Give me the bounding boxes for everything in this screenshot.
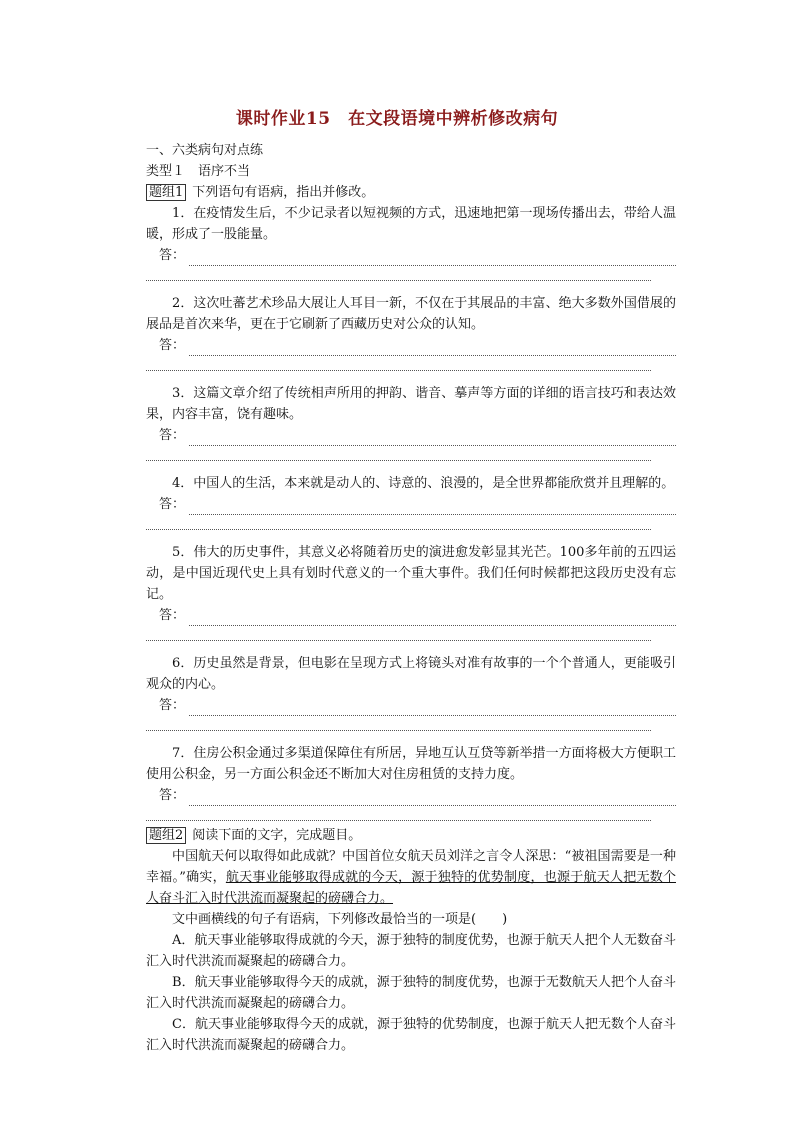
- answer-line-1b: [146, 266, 651, 281]
- answer-line-6b: [146, 716, 651, 731]
- answer-dots: [189, 791, 676, 806]
- answer-line-5b: [146, 626, 651, 641]
- answer-line-1: [146, 245, 676, 266]
- answer-dots: [189, 701, 676, 716]
- question-7: 7．住房公积金通过多渠道保障住有所居，异地互认互贷等新举措一方面将极大方便职工使用公积金，另一方面公积金还不断加大对住房租赁的支持力度。: [146, 746, 676, 782]
- section-heading: 一、六类病句对点练: [146, 143, 264, 158]
- option-a: A．航天事业能够取得成就的今天，源于独特的制度优势，也源于航天人把个人无数奋斗汇入时代洪流而凝聚起的磅礴合力。: [146, 933, 676, 969]
- group1-heading: [146, 182, 676, 203]
- answer-dots: [189, 611, 676, 626]
- answer-dots: [189, 251, 676, 266]
- group1-instruction: 下列语句有语病，指出并修改。: [192, 185, 375, 200]
- question-2: 2．这次吐蕃艺术珍品大展让人耳目一新，不仅在于其展品的丰富、绝大多数外国借展的展品是首次来华，更在于它刷新了西藏历史对公众的认知。: [146, 296, 676, 332]
- answer-line-5: [146, 605, 676, 626]
- option-c: C．航天事业能够取得今天的成就，源于独特的优势制度，也源于航天人把无数个人奋斗汇入时代洪流而凝聚起的磅礴合力。: [146, 1017, 676, 1053]
- question-6: 6．历史虽然是背景，但电影在呈现方式上将镜头对准有故事的一个个普通人，更能吸引观众的内心。: [146, 656, 676, 692]
- answer-label: 答：: [159, 497, 186, 512]
- question-4: 4．中国人的生活，本来就是动人的、诗意的、浪漫的，是全世界都能欣赏并且理解的。: [172, 476, 675, 491]
- question-3: 3．这篇文章介绍了传统相声所用的押韵、谐音、摹声等方面的详细的语言技巧和表达效果，内容丰富，饶有趣味。: [146, 386, 676, 422]
- answer-label: 答：: [159, 248, 186, 263]
- passage-text: 中国航天何以取得如此成就？中国首位女航天员刘洋之言令人深思：“被祖国需要是一种幸福。”确实，: [146, 849, 676, 885]
- answer-label: 答：: [159, 338, 186, 353]
- answer-line-7: [146, 785, 676, 806]
- page-title: 课时作业15 在文段语境中辨析修改病句: [235, 109, 559, 129]
- answer-label: 答：: [159, 428, 186, 443]
- answer-line-3b: [146, 446, 651, 461]
- answer-line-3: [146, 425, 676, 446]
- answer-line-2: [146, 335, 676, 356]
- question-1: 1．在疫情发生后，不少记录者以短视频的方式，迅速地把第一现场传播出去，带给人温暖，形成了一股能量。: [146, 206, 676, 242]
- answer-label: 答：: [159, 608, 186, 623]
- answer-line-4: [146, 494, 676, 515]
- answer-dots: [189, 500, 676, 515]
- answer-line-6: [146, 695, 676, 716]
- answer-dots: [189, 341, 676, 356]
- group2-instruction: 阅读下面的文字，完成题目。: [192, 828, 362, 843]
- question-stem: 文中画横线的句子有语病，下列修改最恰当的一项是( ): [172, 912, 508, 927]
- question-5: 5．伟大的历史事件，其意义必将随着历史的演进愈发彰显其光芒。100多年前的五四运动，是中国近现代史上具有划时代意义的一个重大事件。我们任何时候都把这段历史没有忘记。: [146, 545, 676, 602]
- passage-underlined-sentence: 航天事业能够取得成就的今天，源于独特的优势制度，也源于航天人把无数个人奋斗汇入时代洪流而凝聚起的磅礴合力。: [146, 870, 676, 906]
- passage: [146, 846, 676, 909]
- answer-label: 答：: [159, 698, 186, 713]
- answer-line-7b: [146, 806, 651, 821]
- answer-dots: [189, 431, 676, 446]
- option-b: B．航天事业能够取得今天的成就，源于独特的制度优势，也源于无数航天人把个人奋斗汇入时代洪流而凝聚起的磅礴合力。: [146, 975, 676, 1011]
- group1-label: 题组1: [146, 184, 186, 201]
- group2-heading: [146, 825, 676, 846]
- document-body: [146, 140, 676, 1056]
- type-heading: 类型１ 语序不当: [146, 164, 251, 179]
- answer-line-2b: [146, 356, 651, 371]
- group2-label: 题组2: [146, 827, 186, 844]
- answer-line-4b: [146, 515, 651, 530]
- answer-label: 答：: [159, 788, 186, 803]
